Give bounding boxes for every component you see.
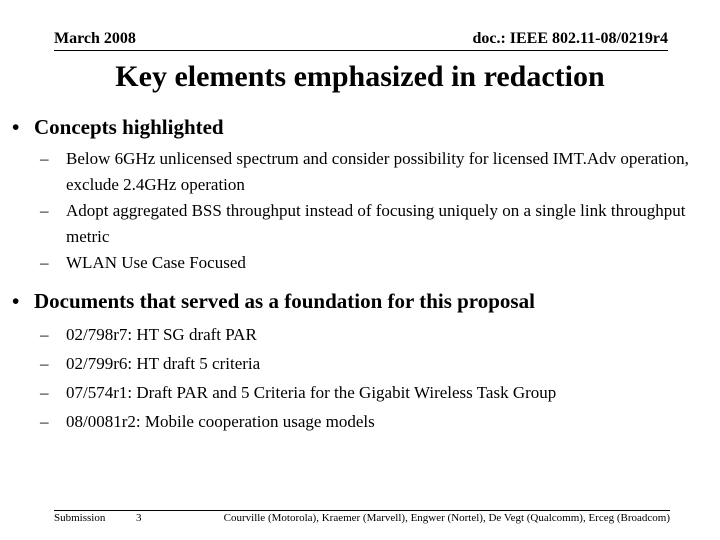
list-item [12,198,712,250]
dash-icon: – [40,253,49,272]
section-documents-heading [12,286,712,316]
slide-title: Key elements emphasized in redaction [115,60,605,93]
bullet-icon: • [12,289,20,313]
dash-icon: – [40,383,49,402]
list-item-text: Below 6GHz unlicensed spectrum and consider possibility for licensed IMT.Adv operation, exclude 2.4GHz operation [66,149,689,194]
slide-header [54,30,668,51]
documents-list [12,320,712,436]
list-item-text: WLAN Use Case Focused [66,253,246,272]
section-concepts-heading [12,112,712,142]
footer-authors: Courville (Motorola), Kraemer (Marvell), Engwer (Nortel), De Vegt (Qualcomm), Erceg (Broadcom) [223,512,670,524]
list-item-text: 02/798r7: HT SG draft PAR [66,325,257,344]
section-heading-text: Concepts highlighted [34,115,224,139]
list-item [12,250,712,276]
list-item [12,320,712,349]
footer-submission: Submission [54,512,106,524]
dash-icon: – [40,325,49,344]
list-item [12,146,712,198]
header-doc-id: doc.: IEEE 802.11-08/0219r4 [472,30,668,47]
footer-page-number: 3 [136,512,142,524]
section-heading-text: Documents that served as a foundation for this proposal [34,289,535,313]
slide-footer [54,510,670,524]
list-item [12,378,712,407]
list-item-text: 02/799r6: HT draft 5 criteria [66,354,261,373]
list-item-text: Adopt aggregated BSS throughput instead of focusing uniquely on a single link throughput metric [66,201,686,246]
slide-content [12,112,712,446]
header-date: March 2008 [54,30,136,47]
list-item-text: 08/0081r2: Mobile cooperation usage models [66,412,375,431]
bullet-icon: • [12,115,20,139]
concepts-list [12,146,712,276]
dash-icon: – [40,412,49,431]
dash-icon: – [40,149,49,168]
dash-icon: – [40,201,49,220]
list-item [12,349,712,378]
list-item-text: 07/574r1: Draft PAR and 5 Criteria for the Gigabit Wireless Task Group [66,383,557,402]
dash-icon: – [40,354,49,373]
list-item [12,407,712,436]
